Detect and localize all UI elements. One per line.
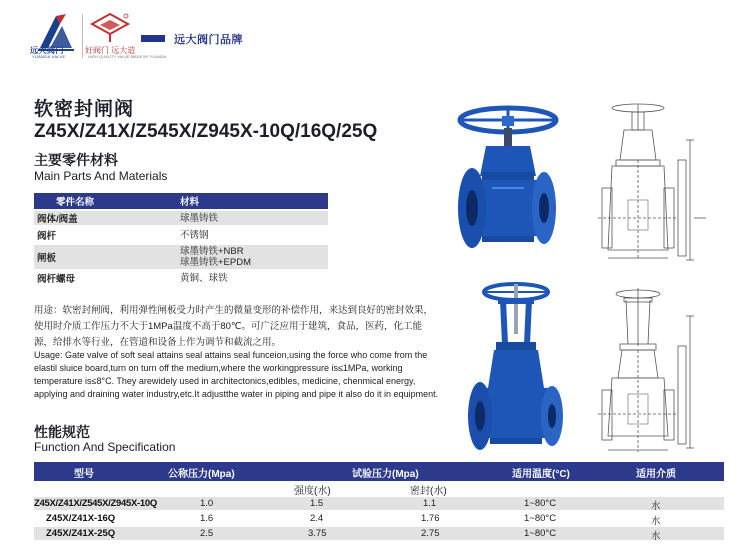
technical-drawing-icon [598,286,708,458]
row-medium: 水 [651,516,661,527]
part-name: 阀杆螺母 [37,274,76,285]
row-medium: 水 [651,501,661,512]
spec-table-subheader [34,481,724,495]
parts-section-title: 主要零件材料 [34,152,118,168]
spec-section-subtitle: Function And Specification [34,440,176,454]
gate-valve-photo [452,96,568,266]
row-nominal-pressure: 1.0 [200,498,214,509]
rising-stem-valve-photo [462,278,574,460]
part-name: 阀杆 [37,231,57,242]
col-temperature: 适用温度(°C) [512,469,570,480]
row-strength: 3.75 [308,528,327,539]
col-seal: 密封(水) [410,486,447,497]
part-name: 闸板 [37,253,57,264]
table-row [34,245,328,269]
table-row [34,527,724,540]
row-seal: 1.1 [423,498,437,509]
table-row [34,211,328,225]
brand-label: 远大阀门品牌 [174,34,243,46]
table-row [34,271,328,285]
spec-table [34,462,724,540]
part-material: 黄铜、球铁 [180,272,228,284]
col-part-name: 零件名称 [56,197,95,208]
row-seal: 1.76 [421,513,440,524]
logo-main-text: 远大阀门 [30,46,64,55]
col-strength: 强度(水) [294,486,331,497]
logo-second-text: 好阀门 远大造 [85,46,136,55]
product-title: 软密封闸阀 [34,99,135,120]
col-nominal-pressure: 公称压力(Mpa) [168,469,235,480]
row-temperature: 1~80°C [524,513,557,524]
col-material: 材料 [180,197,200,208]
logo-second-sub: HIGH QUALITY VALVE MADE BY YUANDA [88,54,167,59]
logo-divider [82,14,83,58]
parts-table-header [34,193,328,209]
row-model: Z45X/Z41X-16Q [46,513,116,524]
part-name: 阀体/阀盖 [37,214,78,225]
row-strength: 2.4 [310,513,324,524]
col-medium: 适用介质 [636,469,676,480]
part-material-line: 球墨铸铁+NBR [180,246,244,257]
product-model: Z45X/Z41X/Z545X/Z945X-10Q/16Q/25Q [34,121,378,142]
logo-main-sub: YUANDA VALVE [32,54,66,59]
technical-drawing-icon [598,100,708,270]
spec-section-title: 性能规范 [34,424,90,440]
usage-description-en: Usage: Gate valve of soft seal attains seal attains seal funceion,using the force who come from the elastil sluice board,turn on turn off the medium,where the workingpressure is≤1MPa, working temperature is≤8°C. They arewidely used in architectonics,edibles, medicine, chenmical energy, applying and draining water industry,etc.It adjustthe water in piping and pipe it also do it in equipment. [34,350,439,399]
table-row [34,227,328,243]
row-temperature: 1~80°C [524,498,557,509]
col-test-pressure: 试验压力(Mpa) [352,469,419,480]
part-material: 球墨铸铁 [180,212,219,224]
row-nominal-pressure: 1.6 [200,513,214,524]
row-nominal-pressure: 2.5 [200,528,214,539]
row-model: Z45X/Z41X-25Q [46,528,116,539]
spec-table-header [34,462,724,481]
col-model: 型号 [74,469,94,480]
row-seal: 2.75 [421,528,440,539]
usage-description-cn: 用途：软密封闸阀，利用弹性闸板受力时产生的微量变形的补偿作用，来达到良好的密封效果，使用时介质工作压力不大于1MPa温度不高于80℃。可广泛应用于建筑，食品，医药，化工能源，给排水等行业，在管道和设备上作为调节和截流之用。 [34,305,434,348]
parts-table [34,193,328,285]
row-medium: 水 [651,531,661,542]
row-model: Z45X/Z41X/Z545X/Z945X-10Q [34,498,157,509]
part-material-multi [180,246,328,268]
part-material: 不锈钢 [180,229,209,241]
part-material-line: 球墨铸铁+EPDM [180,257,251,268]
row-strength: 1.5 [310,498,324,509]
table-row [34,512,724,525]
valve-logo-icon [88,12,132,44]
parts-section-subtitle: Main Parts And Materials [34,169,168,183]
brand-bar [141,35,165,42]
table-row [34,497,724,510]
row-temperature: 1~80°C [524,528,557,539]
